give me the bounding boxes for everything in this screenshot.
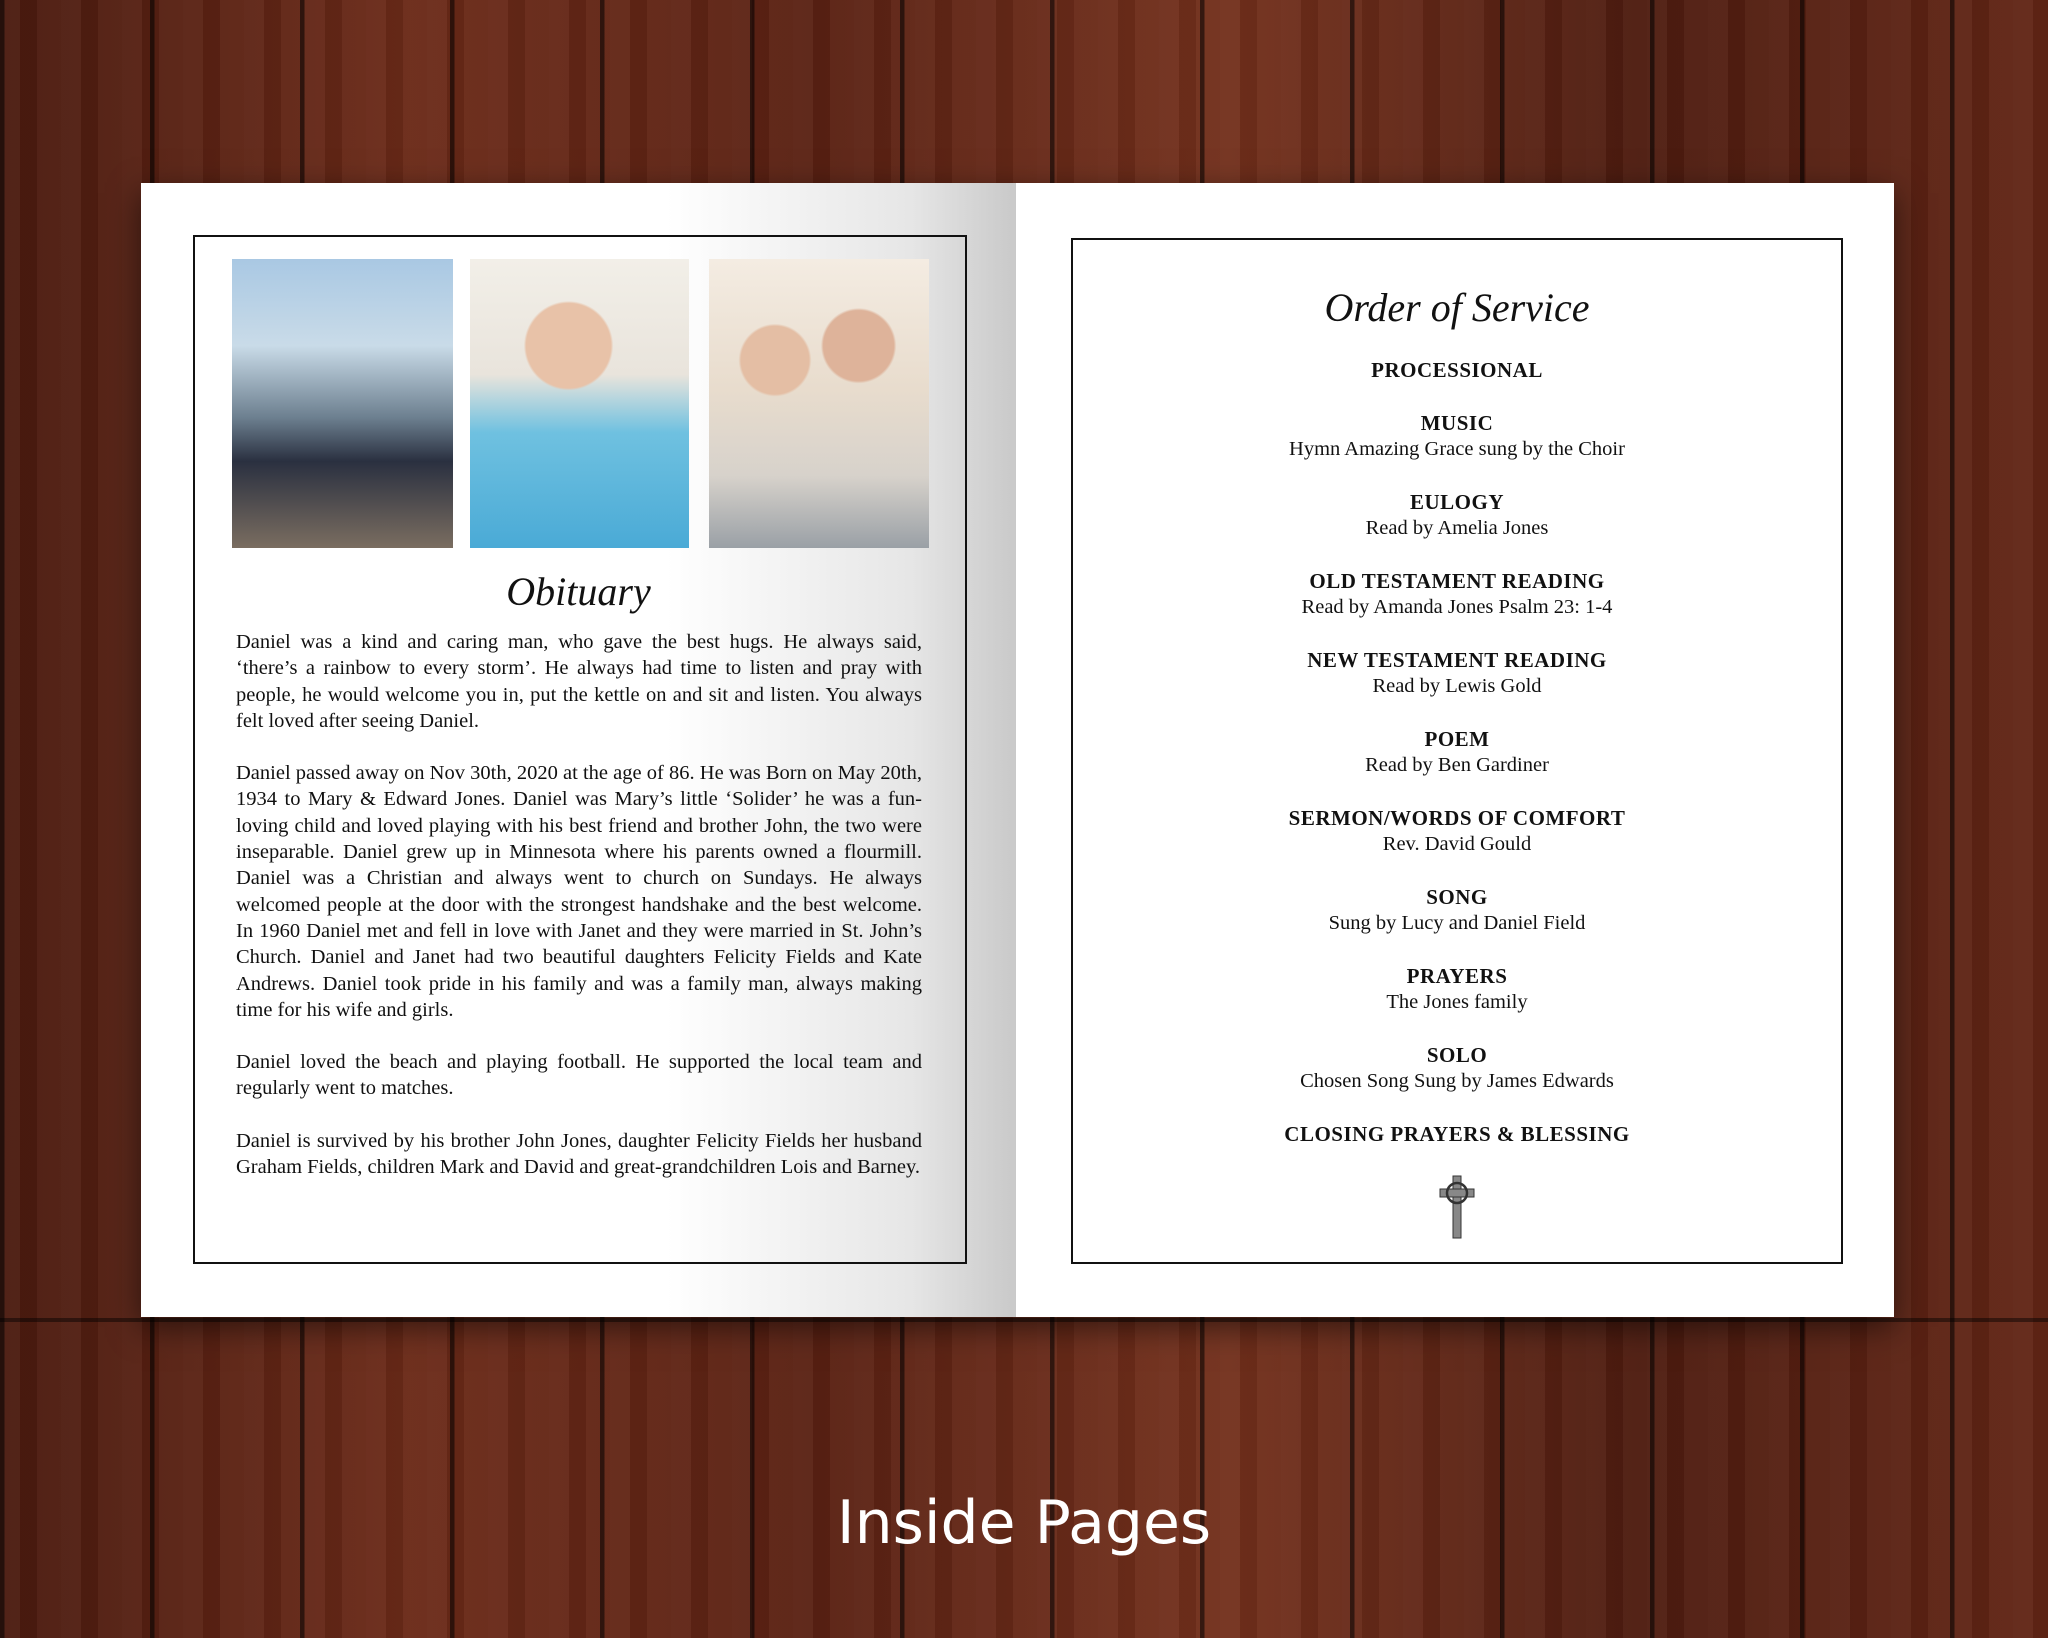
service-item-heading: SONG [1426, 885, 1488, 909]
service-item-heading: MUSIC [1420, 411, 1494, 435]
order-of-service [1071, 183, 1843, 1245]
obituary-text [236, 629, 922, 1206]
service-item-heading: POEM [1424, 727, 1490, 751]
obituary-paragraph: Daniel was a kind and caring man, who gave the best hugs. He always said, ‘there’s a rainbow to every storm’. He always had time to listen and pray with people, he would welcome you in, put the kettle on and sit and listen. You always felt loved after seeing Daniel. [236, 631, 922, 732]
service-item-heading: SERMON/WORDS OF COMFORT [1288, 806, 1626, 830]
service-item-detail: The Jones family [1386, 991, 1528, 1013]
service-item-detail: Chosen Song Sung by James Edwards [1300, 1070, 1614, 1092]
service-item [1071, 489, 1843, 541]
service-item [1071, 963, 1843, 1015]
booklet-spread [141, 183, 1894, 1317]
service-item-detail: Hymn Amazing Grace sung by the Choir [1289, 438, 1625, 460]
photo-smiling-man [470, 259, 689, 548]
service-item [1071, 884, 1843, 936]
service-item-detail: Read by Lewis Gold [1372, 675, 1542, 697]
service-item [1071, 410, 1843, 462]
service-item [1071, 1042, 1843, 1094]
service-item-detail: Rev. David Gould [1382, 833, 1532, 855]
service-item-detail: Read by Amelia Jones [1365, 517, 1549, 539]
left-page [141, 183, 1016, 1317]
obituary-paragraph: Daniel is survived by his brother John Jones, daughter Felicity Fields her husband Graham Fields, children Mark and David and great-grandchildren Lois and Barney. [236, 1129, 922, 1179]
service-item-heading: NEW TESTAMENT READING [1307, 648, 1607, 672]
service-item [1071, 357, 1843, 383]
service-item [1071, 647, 1843, 699]
service-item-heading: EULOGY [1409, 490, 1504, 514]
celtic-cross-icon [1436, 1174, 1478, 1240]
service-item-heading: CLOSING PRAYERS & BLESSING [1284, 1122, 1630, 1146]
photo-grandfather-grandson [232, 259, 453, 548]
service-item [1071, 1121, 1843, 1147]
service-item-detail: Read by Amanda Jones Psalm 23: 1-4 [1301, 596, 1613, 618]
service-item [1071, 568, 1843, 620]
plank-seam [0, 1318, 2048, 1322]
service-item-heading: PRAYERS [1406, 964, 1508, 988]
obituary-paragraph: Daniel passed away on Nov 30th, 2020 at the age of 86. He was Born on May 20th, 1934 to Mary & Edward Jones. Daniel was Mary’s little ‘Solider’ he was a fun-loving child and loved playing with his best friend and brother John, the two were inseparable. Daniel grew up in Minnesota where his parents owned a flourmill. Daniel was a Christian and always went to church on Sundays. He always welcomed people at the door with the strongest handshake and the best welcome. In 1960 Daniel met and fell in love with Janet and they were married in St. John’s Church. Daniel and Janet had two beautiful daughters Felicity Fields and Kate Andrews. Daniel took pride in his family and was a family man, always making time for his wife and girls. [236, 762, 922, 1021]
obituary-title: Obituary [506, 569, 651, 614]
service-item [1071, 805, 1843, 857]
service-item-detail: Read by Ben Gardiner [1365, 754, 1549, 776]
service-item-heading: OLD TESTAMENT READING [1309, 569, 1605, 593]
service-item-heading: PROCESSIONAL [1371, 358, 1543, 382]
obituary-paragraph: Daniel loved the beach and playing football. He supported the local team and regularly went to matches. [236, 1051, 922, 1100]
service-title: Order of Service [1324, 285, 1590, 330]
service-item-detail: Sung by Lucy and Daniel Field [1328, 912, 1586, 934]
photo-elderly-couple [709, 259, 929, 548]
caption-inside-pages: Inside Pages [836, 1488, 1212, 1558]
service-item-heading: SOLO [1426, 1043, 1488, 1067]
service-item [1071, 726, 1843, 778]
